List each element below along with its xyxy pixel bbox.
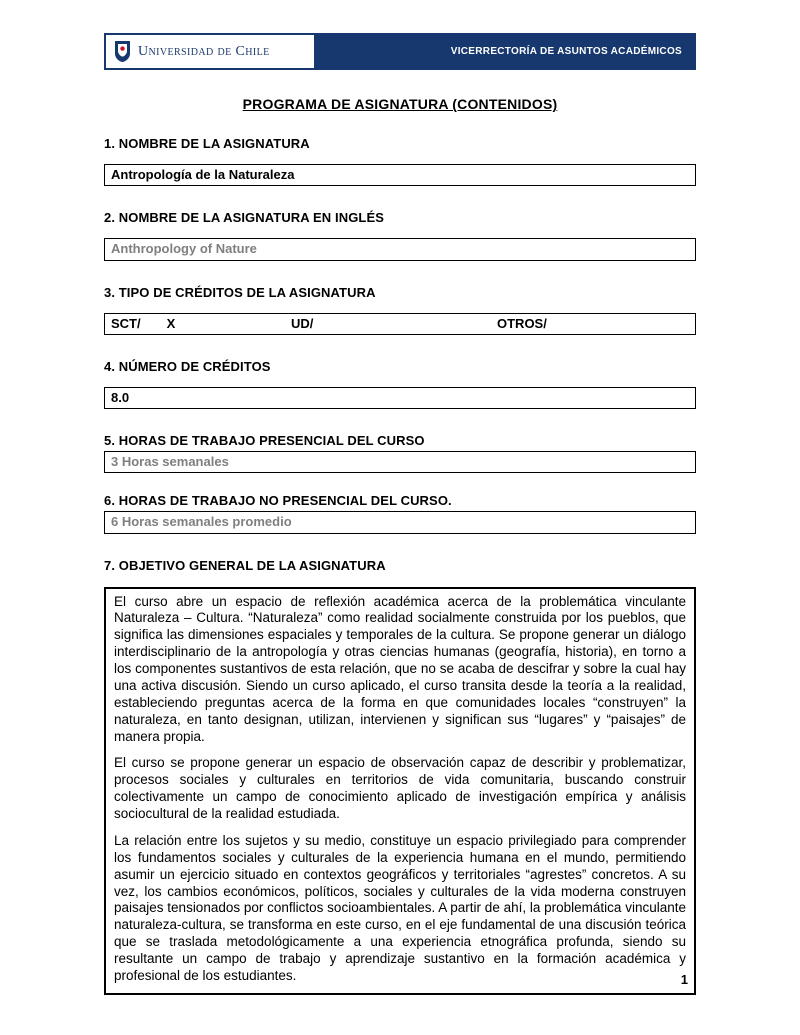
objective-paragraph-3: La relación entre los sujetos y su medio, constituye un espacio privilegiado para comprender los fundamentos sociales y culturales de la experiencia humana en el mundo, permitiendo asumir un ejercicio situado en contextos geográficos y territoriales “agrestes” concretos. A su vez, los cambios económicos, políticos, sociales y culturales de la vida moderna construyen paisajes tensionados por conflictos socioambientales. A partir de ahí, la problemática vinculante naturaleza-cultura, se transforma en este curso, en el eje fundamental de una discusión teórica que se traslada metodológicamente a una experiencia etnográfica profunda, siendo su resultante un campo de trabajo y aprendizaje sustantivo en la formación académica y profesional de los estudiantes. <box>114 832 686 983</box>
sct-label: SCT/ <box>111 315 141 331</box>
section-2-value-box <box>104 238 696 260</box>
university-logo <box>106 35 314 68</box>
ud-label: UD/ <box>291 315 314 331</box>
section-4-heading: 4. NÚMERO DE CRÉDITOS <box>104 358 271 374</box>
section-3-credit-type-box <box>104 313 696 335</box>
section-7-heading: 7. OBJETIVO GENERAL DE LA ASIGNATURA <box>104 557 386 573</box>
sct-selected-mark: X <box>166 315 176 331</box>
section-4-value-box <box>104 387 696 409</box>
section-6-heading: 6. HORAS DE TRABAJO NO PRESENCIAL DEL CURSO. <box>104 493 452 509</box>
credits-number-value: 8.0 <box>111 389 130 405</box>
out-of-class-hours-value: 6 Horas semanales promedio <box>111 514 292 530</box>
section-1-heading: 1. NOMBRE DE LA ASIGNATURA <box>104 136 310 151</box>
section-1-value-box <box>104 164 696 186</box>
header-bar <box>104 33 696 70</box>
document-title: PROGRAMA DE ASIGNATURA (CONTENIDOS) <box>242 96 558 112</box>
university-name: Universidad de Chile <box>138 43 270 59</box>
section-5-value-box <box>104 451 696 473</box>
objective-text-box <box>104 587 696 995</box>
objective-paragraph-2: El curso se propone generar un espacio de observación capaz de describir y problematizar, procesos sociales y culturales en territorios de vida comunitaria, buscando construir colectivamente un campo de conocimiento aplicado de investigación empírica y análisis sociocultural de la realidad estudiada. <box>114 755 686 821</box>
otros-label: OTROS/ <box>497 315 547 331</box>
university-crest-icon <box>114 40 131 63</box>
section-5-heading: 5. HORAS DE TRABAJO PRESENCIAL DEL CURSO <box>104 433 425 448</box>
course-name-english-value: Anthropology of Nature <box>111 241 257 257</box>
header-division-text: VICERRECTORÍA DE ASUNTOS ACADÉMICOS <box>450 46 682 57</box>
section-2-heading: 2. NOMBRE DE LA ASIGNATURA EN INGLÉS <box>104 210 384 226</box>
section-3-heading: 3. TIPO DE CRÉDITOS DE LA ASIGNATURA <box>104 284 376 300</box>
section-6-value-box <box>104 511 696 533</box>
page-number: 1 <box>680 972 688 987</box>
in-class-hours-value: 3 Horas semanales <box>111 454 229 469</box>
course-name-value: Antropología de la Naturaleza <box>111 167 295 182</box>
credit-type-sct <box>111 316 291 332</box>
objective-paragraph-1: El curso abre un espacio de reflexión académica acerca de la problemática vinculante Naturaleza – Cultura. “Naturaleza” como realidad socialmente construida por los pueblos, que significa las dimensiones espaciales y temporales de la cultura. Se propone generar un diálogo interdisciplinario de la antropología y otras ciencias humanas (geografía, historia), en torno a los componentes sustantivos de esta relación, que no se acaba de descifrar y sobre la cual hay una activa discusión. Siendo un curso aplicado, el curso transita desde la teoría a la realidad, estableciendo preguntas acerca de la forma en que comunidades locales “construyen” la naturaleza, en tanto designan, utilizan, intervienen y significan sus “lugares” y “paisajes” de manera propia. <box>114 593 686 744</box>
